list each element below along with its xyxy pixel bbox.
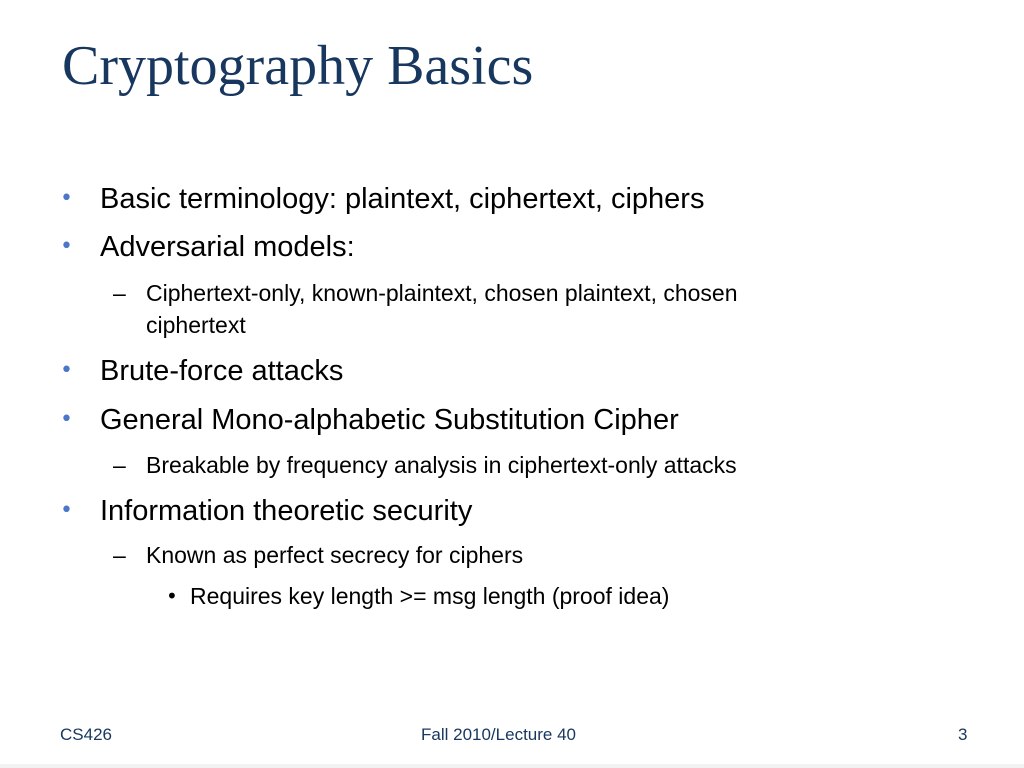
bullet-marker: • — [60, 186, 73, 211]
bullet-information-theoretic: Information theoretic security — [100, 495, 473, 527]
bottom-edge — [0, 764, 1024, 768]
footer-course: CS426 — [60, 725, 112, 744]
bullet-basic-terminology: Basic terminology: plaintext, ciphertext, ciphers — [100, 183, 705, 215]
bullet-marker: • — [60, 234, 73, 259]
sub-sub-bullet-marker: • — [166, 584, 178, 608]
bullet-adversarial-models: Adversarial models: — [100, 231, 355, 263]
sub-bullet-dash: – — [113, 280, 126, 306]
sub-bullet-dash: – — [113, 542, 126, 568]
sub-bullet-attack-types-line1: Ciphertext-only, known-plaintext, chosen plaintext, chosen — [146, 280, 738, 306]
bullet-marker: • — [60, 358, 73, 383]
bullet-brute-force: Brute-force attacks — [100, 355, 344, 387]
bullet-mono-alphabetic: General Mono-alphabetic Substitution Cipher — [100, 404, 679, 436]
sub-bullet-perfect-secrecy: Known as perfect secrecy for ciphers — [146, 542, 524, 568]
bullet-marker: • — [60, 498, 73, 523]
bullet-marker: • — [60, 407, 73, 432]
sub-bullet-attack-types-line2: ciphertext — [146, 312, 246, 338]
slide-title: Cryptography Basics — [62, 35, 534, 97]
sub-bullet-frequency-analysis: Breakable by frequency analysis in ciphertext-only attacks — [146, 452, 737, 478]
sub-bullet-dash: – — [113, 452, 126, 478]
footer-page-number: 3 — [958, 725, 968, 744]
footer-lecture: Fall 2010/Lecture 40 — [421, 725, 576, 744]
sub-sub-bullet-key-length: Requires key length >= msg length (proof idea) — [190, 583, 670, 609]
